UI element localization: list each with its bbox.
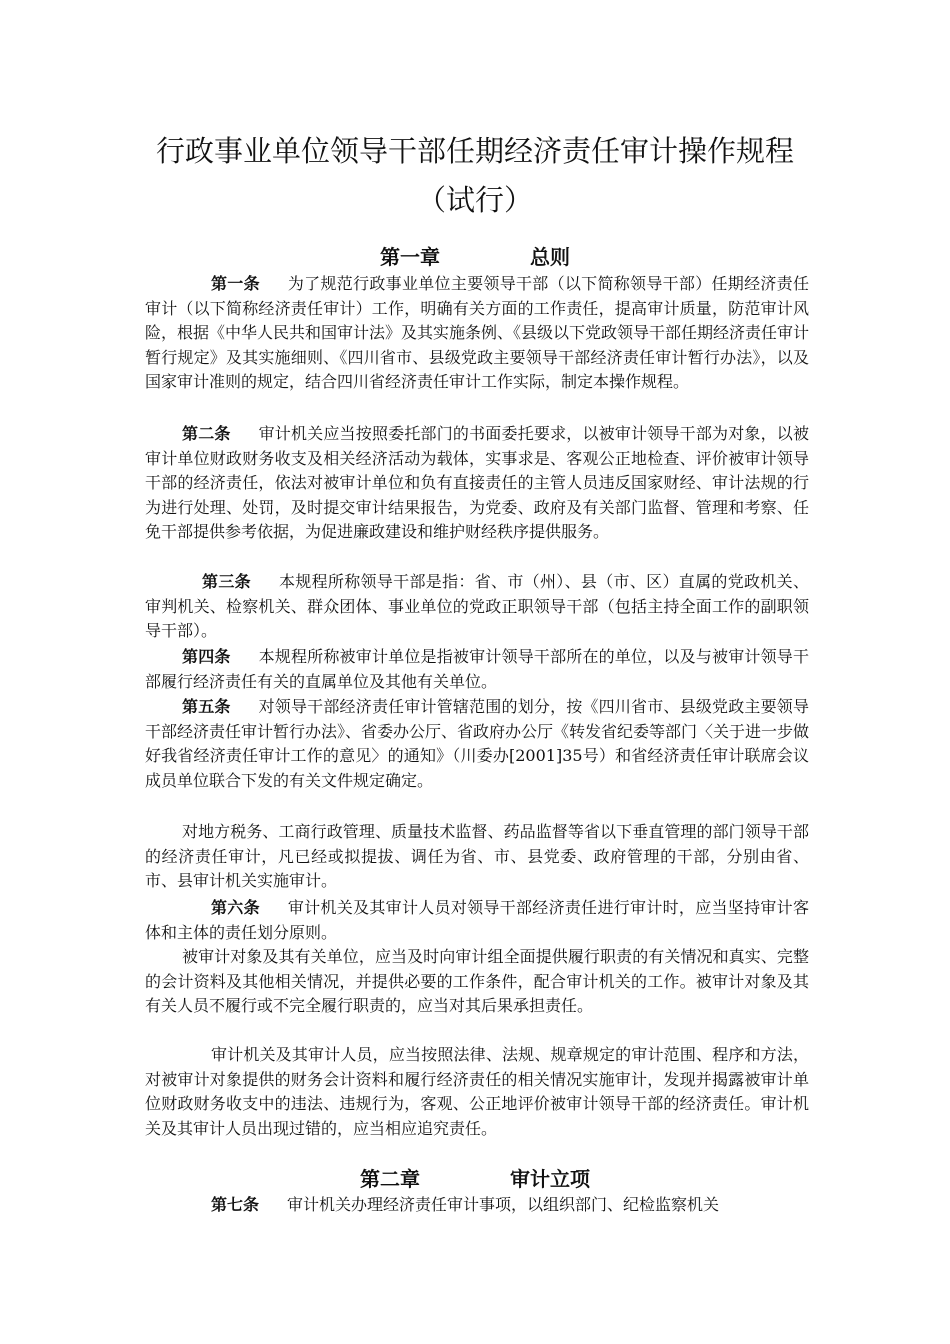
chapter-1-heading — [0, 243, 950, 271]
article-5 — [145, 695, 809, 793]
article-1 — [145, 272, 809, 395]
article-3 — [145, 570, 809, 644]
article-label: 第一条 — [211, 274, 260, 293]
document-title: 行政事业单位领导干部任期经济责任审计操作规程 — [155, 134, 794, 168]
article-2 — [145, 422, 809, 545]
article-label: 第六条 — [211, 898, 260, 917]
article-label: 第三条 — [202, 572, 251, 591]
article-4 — [145, 645, 809, 694]
article-text: 审计机关办理经济责任审计事项，以组织部门、纪检监察机关 — [287, 1195, 720, 1214]
article-5-paragraph-2: 对地方税务、工商行政管理、质量技术监督、药品监督等省以下垂直管理的部门领导干部的经济责任审计，凡已经或拟提拔、调任为省、市、县党委、政府管理的干部，分别由省、市、县审计机关实施审计。 — [145, 822, 809, 890]
article-label: 第五条 — [182, 697, 231, 716]
article-6 — [145, 896, 809, 945]
article-6-paragraph-2: 被审计对象及其有关单位，应当及时向审计组全面提供履行职责的有关情况和真实、完整的会计资料及其他相关情况，并提供必要的工作条件，配合审计机关的工作。被审计对象及其有关人员不履行或不完全履行职责的，应当对其后果承担责任。 — [145, 947, 809, 1015]
article-label: 第四条 — [182, 647, 231, 666]
chapter-name: 总则 — [530, 245, 570, 269]
article-text: 对领导干部经济责任审计管辖范围的划分，按《四川省市、县级党政主要领导干部经济责任审计暂行办法》、省委办公厅、省政府办公厅《转发省纪委等部门〈关于进一步做好我省经济责任审计工作的意见〉的通知》（川委办[2001]35号）和省经济责任审计联席会议成员单位联合下发的有关文件规定确定。 — [145, 697, 810, 790]
article-text: 审计机关应当按照委托部门的书面委托要求，以被审计领导干部为对象，以被审计单位财政财务收支及相关经济活动为载体，实事求是、客观公正地检查、评价被审计领导干部的经济责任，依法对被审计单位和负有直接责任的主管人员违反国家财经、审计法规的行为进行处理、处罚，及时提交审计结果报告，为党委、政府及有关部门监督、管理和考察、任免干部提供参考依据，为促进廉政建设和维护财经秩序提供服务。 — [145, 424, 809, 541]
article-6-paragraph-3: 审计机关及其审计人员，应当按照法律、法规、规章规定的审计范围、程序和方法，对被审计对象提供的财务会计资料和履行经济责任的相关情况实施审计，发现并揭露被审计单位财政财务收支中的违法、违规行为，客观、公正地评价被审计领导干部的经济责任。审计机关及其审计人员出现过错的，应当相应追究责任。 — [145, 1045, 809, 1138]
article-label: 第七条 — [211, 1195, 260, 1214]
chapter-name: 审计立项 — [510, 1167, 590, 1191]
article-text: 为了规范行政事业单位主要领导干部（以下简称领导干部）任期经济责任审计（以下简称经济责任审计）工作，明确有关方面的工作责任，提高审计质量，防范审计风险，根据《中华人民共和国审计法》及其实施条例、《县级以下党政领导干部任期经济责任审计暂行规定》及其实施细则、《四川省市、县级党政主要领导干部经济责任审计暂行办法》，以及国家审计准则的规定，结合四川省经济责任审计工作实际，制定本操作规程。 — [145, 274, 810, 391]
chapter-2-heading — [0, 1165, 950, 1193]
document-subtitle: （试行） — [416, 183, 533, 217]
article-text: 审计机关及其审计人员对领导干部经济责任进行审计时，应当坚持审计客体和主体的责任划分原则。 — [145, 898, 809, 942]
chapter-number: 第一章 — [380, 245, 440, 269]
article-text: 本规程所称领导干部是指：省、市（州）、县（市、区）直属的党政机关、审判机关、检察机关、群众团体、事业单位的党政正职领导干部（包括主持全面工作的副职领导干部）。 — [145, 572, 809, 640]
article-label: 第二条 — [182, 424, 231, 443]
article-text: 本规程所称被审计单位是指被审计领导干部所在的单位，以及与被审计领导干部履行经济责任有关的直属单位及其他有关单位。 — [145, 647, 809, 691]
chapter-number: 第二章 — [360, 1167, 420, 1191]
article-7 — [145, 1193, 809, 1217]
